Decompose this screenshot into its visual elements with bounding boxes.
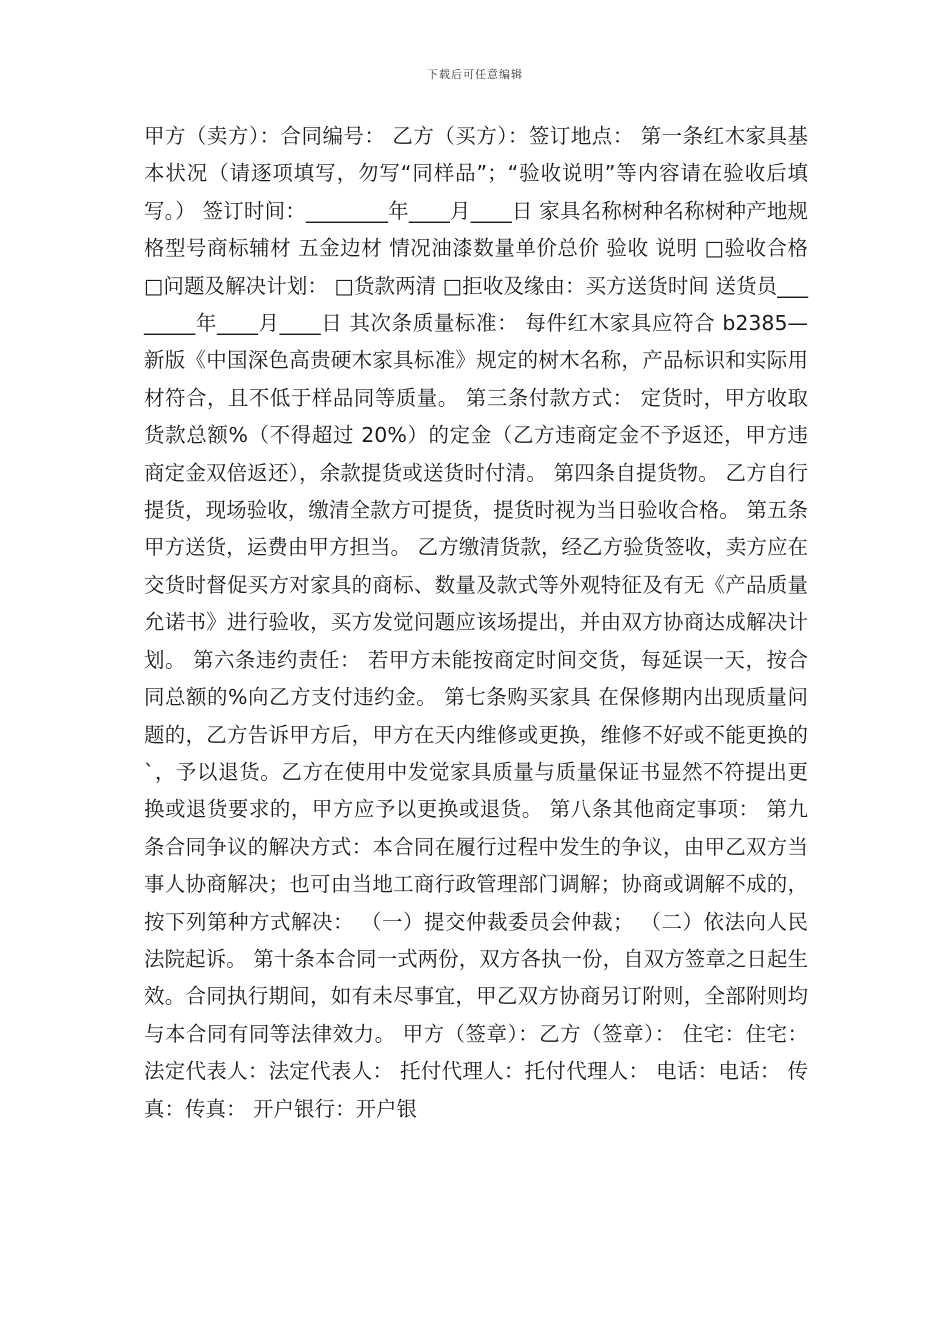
- contract-body-text: 甲方（卖方）：合同编号： 乙方（买方）：签订地点： 第一条红木家具基本状况（请逐项填写，勿写“同样品”；“验收说明”等内容请在验收后填写。） 签订时间：________年____月____日 家具名称树种名称树种产地规格型号商标辅材 五金边材 情况油漆数量单价总价 验收 说明 □验收合格□问题及解决计划： □货款两清 □拒收及缘由：买方送货时间 送货员________年____月____日 其次条质量标准： 每件红木家具应符合 b2385—新版《中国深色高贵硬木家具标准》规定的树木名称，产品标识和实际用材符合，且不低于样品同等质量。 第三条付款方式： 定货时，甲方收取货款总额%（不得超过 20%）的定金（乙方违商定金不予返还，甲方违商定金双倍返还），余款提货或送货时付清。 第四条自提货物。 乙方自行提货，现场验收，缴清全款方可提货，提货时视为当日验收合格。 第五条甲方送货，运费由甲方担当。 乙方缴清货款，经乙方验货签收，卖方应在交货时督促买方对家具的商标、数量及款式等外观特征及有无《产品质量允诺书》进行验收，买方发觉问题应该场提出，并由双方协商达成解决计划。 第六条违约责任： 若甲方未能按商定时间交货，每延误一天，按合同总额的%向乙方支付违约金。 第七条购买家具 在保修期内出现质量问题的，乙方告诉甲方后，甲方在天内维修或更换，维修不好或不能更换的`，予以退货。乙方在使用中发觉家具质量与质量保证书显然不符提出更换或退货要求的，甲方应予以更换或退货。 第八条其他商定事项： 第九条合同争议的解决方式：本合同在履行过程中发生的争议，由甲乙双方当事人协商解决；也可由当地工商行政管理部门调解；协商或调解不成的，按下列第种方式解决： （一）提交仲裁委员会仲裁； （二）依法向人民法院起诉。 第十条本合同一式两份，双方各执一份，自双方签章之日起生效。合同执行期间，如有未尽事宜，甲乙双方协商另订附则，全部附则均与本合同有同等法律效力。 甲方（签章）：乙方（签章）： 住宅：住宅： 法定代表人：法定代表人： 托付代理人：托付代理人： 电话：电话： 传真：传真： 开户银行：开户银: [144, 124, 808, 1121]
- page-header: 下载后可任意编辑: [427, 68, 523, 81]
